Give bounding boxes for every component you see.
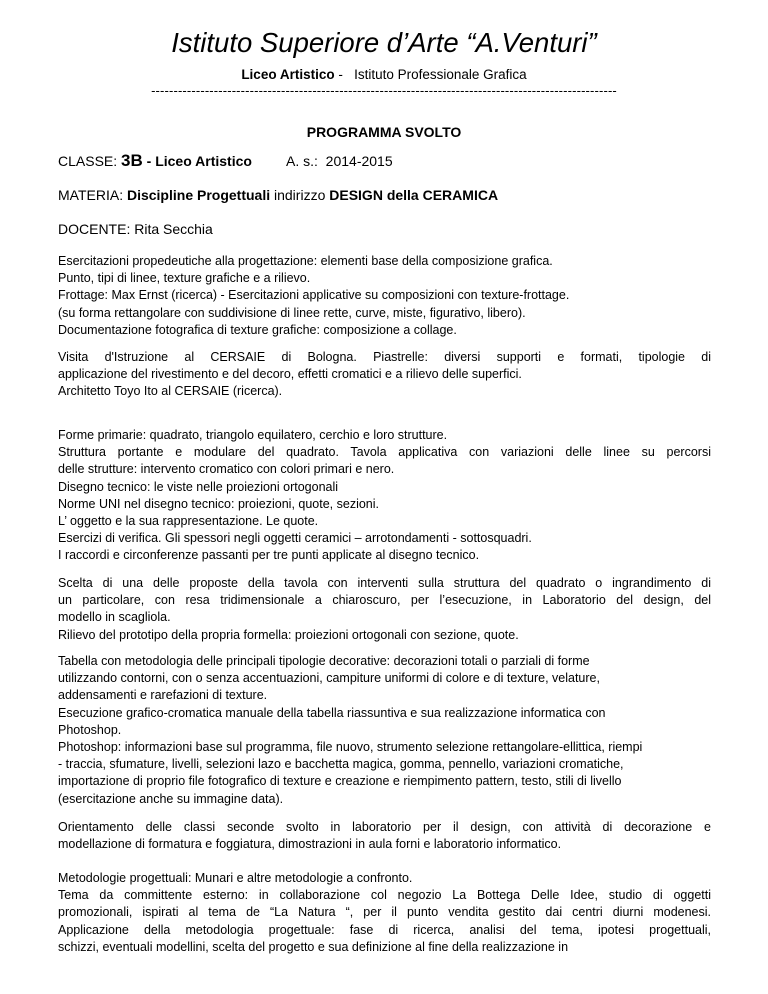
paragraph-line: utilizzando contorni, con o senza accentuazioni, campiture uniformi di colore e di texture, velature, bbox=[58, 671, 600, 686]
paragraph-line: Rilievo del prototipo della propria formella: proiezioni ortogonali con sezione, quote. bbox=[58, 627, 519, 642]
paragraph-line: un particolare, con resa tridimensionale a chiaroscuro, per l’esecuzione, in Laboratorio del design, del bbox=[58, 593, 711, 608]
subtitle-liceo: Liceo Artistico bbox=[241, 67, 335, 82]
paragraph-line: importazione di proprio file fotografico di texture e creazione e riempimento pattern, testo, stili di livello bbox=[58, 774, 622, 789]
materia-mid: indirizzo bbox=[270, 187, 330, 203]
paragraph-line: Esercitazioni propedeutiche alla progettazione: elementi base della composizione grafica. bbox=[58, 254, 553, 268]
classe-label: CLASSE: bbox=[58, 153, 122, 169]
paragraph-line: Orientamento delle classi seconde svolto in laboratorio per il design, con attività di decorazione e bbox=[58, 820, 711, 834]
paragraph-line: (su forma rettangolare con suddivisione di linee rette, curve, miste, figurativo, libero). bbox=[58, 305, 526, 320]
materia-indirizzo: DESIGN della CERAMICA bbox=[329, 187, 499, 203]
paragraph-line: Metodologie progettuali: Munari e altre metodologie a confronto. bbox=[58, 871, 413, 885]
dashed-divider: -------------------------------------------------------------------------------------------------------- bbox=[151, 83, 617, 98]
paragraph-line: promozionali, ispirati al tema de “La Natura “, per il punto vendita gestito dai centri diurni modenesi. bbox=[58, 905, 711, 920]
document-heading: PROGRAMMA SVOLTO bbox=[306, 124, 462, 140]
paragraph-line: Norme UNI nel disegno tecnico: proiezioni, quote, sezioni. bbox=[58, 496, 380, 511]
paragraph-line: modello in scagliola. bbox=[58, 610, 171, 625]
classe-suffix: - Liceo Artistico bbox=[142, 153, 252, 169]
paragraph-line: Struttura portante e modulare del quadrato. Tavola applicativa con variazioni delle linee su percorsi bbox=[58, 445, 711, 460]
program-paragraph bbox=[58, 819, 711, 853]
paragraph-line: Visita d'Istruzione al CERSAIE di Bologna. Piastrelle: diversi supporti e formati, tipologie di bbox=[58, 350, 711, 364]
materia-row bbox=[58, 186, 498, 204]
docente-row bbox=[58, 220, 213, 238]
program-paragraph bbox=[58, 427, 711, 565]
paragraph-line: Disegno tecnico: le viste nelle proiezioni ortogonali bbox=[58, 479, 339, 494]
program-paragraph bbox=[58, 349, 711, 401]
paragraph-line: I raccordi e circonferenze passanti per tre punti applicate al disegno tecnico. bbox=[58, 548, 480, 563]
paragraph-line: applicazione del rivestimento e del decoro, effetti cromatici e a rilievo delle superfici. bbox=[58, 367, 522, 382]
paragraph-line: - traccia, sfumature, livelli, selezioni lazo e bacchetta magica, gomma, pennello, variazioni cromatiche, bbox=[58, 757, 624, 772]
program-paragraph bbox=[58, 653, 711, 808]
institute-title: Istituto Superiore d’Arte “A.Venturi” bbox=[171, 27, 597, 58]
paragraph-line: Architetto Toyo Ito al CERSAIE (ricerca). bbox=[58, 384, 283, 399]
paragraph-line: L’ oggetto e la sua rappresentazione. Le quote. bbox=[58, 514, 319, 529]
paragraph-line: Forme primarie: quadrato, triangolo equilatero, cerchio e loro strutture. bbox=[58, 428, 448, 442]
paragraph-line: Photoshop. bbox=[58, 722, 122, 737]
paragraph-line: Tabella con metodologia delle principali tipologie decorative: decorazioni totali o parziali di forme bbox=[58, 654, 590, 668]
classe-row bbox=[58, 151, 393, 170]
paragraph-line: delle strutture: intervento cromatico con colori primari e nero. bbox=[58, 462, 395, 477]
docente-name: Rita Secchia bbox=[134, 221, 213, 237]
program-paragraph bbox=[58, 575, 711, 644]
program-paragraph bbox=[58, 253, 711, 339]
paragraph-line: Esercizi di verifica. Gli spessori negli oggetti ceramici – arrotondamenti - sottosquadri. bbox=[58, 531, 532, 546]
subtitle-professionale: Istituto Professionale Grafica bbox=[354, 67, 527, 82]
paragraph-line: Applicazione della metodologia progettuale: fase di ricerca, analisi del tema, ipotesi progettuali, bbox=[58, 922, 711, 937]
paragraph-line: Frottage: Max Ernst (ricerca) - Esercitazioni applicative su composizioni con texture-frottage. bbox=[58, 288, 570, 303]
docente-label: DOCENTE: bbox=[58, 221, 135, 237]
paragraph-line: (esercitazione anche su immagine data). bbox=[58, 791, 284, 806]
paragraph-line: Punto, tipi di linee, texture grafiche e a rilievo. bbox=[58, 271, 311, 286]
paragraph-line: modellazione di formatura e foggiatura, dimostrazioni in aula forni e laboratorio informatico. bbox=[58, 837, 562, 852]
institute-subtitle bbox=[0, 66, 768, 84]
classe-value: 3B bbox=[121, 151, 143, 170]
subtitle-separator: - bbox=[334, 67, 355, 82]
materia-subject: Discipline Progettuali bbox=[126, 187, 271, 203]
anno-scolastico: A. s.: 2014-2015 bbox=[286, 153, 393, 169]
paragraph-line: Scelta di una delle proposte della tavola con interventi sulla struttura del quadrato o ingrandimento di bbox=[58, 576, 711, 590]
paragraph-line: schizzi, eventuali modellini, scelta del progetto e sua definizione al fine della realizzazione in bbox=[58, 939, 569, 954]
paragraph-line: Documentazione fotografica di texture grafiche: composizione a collage. bbox=[58, 322, 457, 337]
paragraph-line: addensamenti e rarefazioni di texture. bbox=[58, 688, 268, 703]
materia-label: MATERIA: bbox=[58, 187, 127, 203]
paragraph-line: Tema da committente esterno: in collaborazione col negozio La Bottega Delle Idee, studio di oggetti bbox=[58, 888, 711, 903]
paragraph-line: Photoshop: informazioni base sul programma, file nuovo, strumento selezione rettangolare-ellittica, riempi bbox=[58, 740, 643, 755]
paragraph-line: Esecuzione grafico-cromatica manuale della tabella riassuntiva e sua realizzazione informatica con bbox=[58, 705, 606, 720]
program-paragraph bbox=[58, 870, 711, 956]
